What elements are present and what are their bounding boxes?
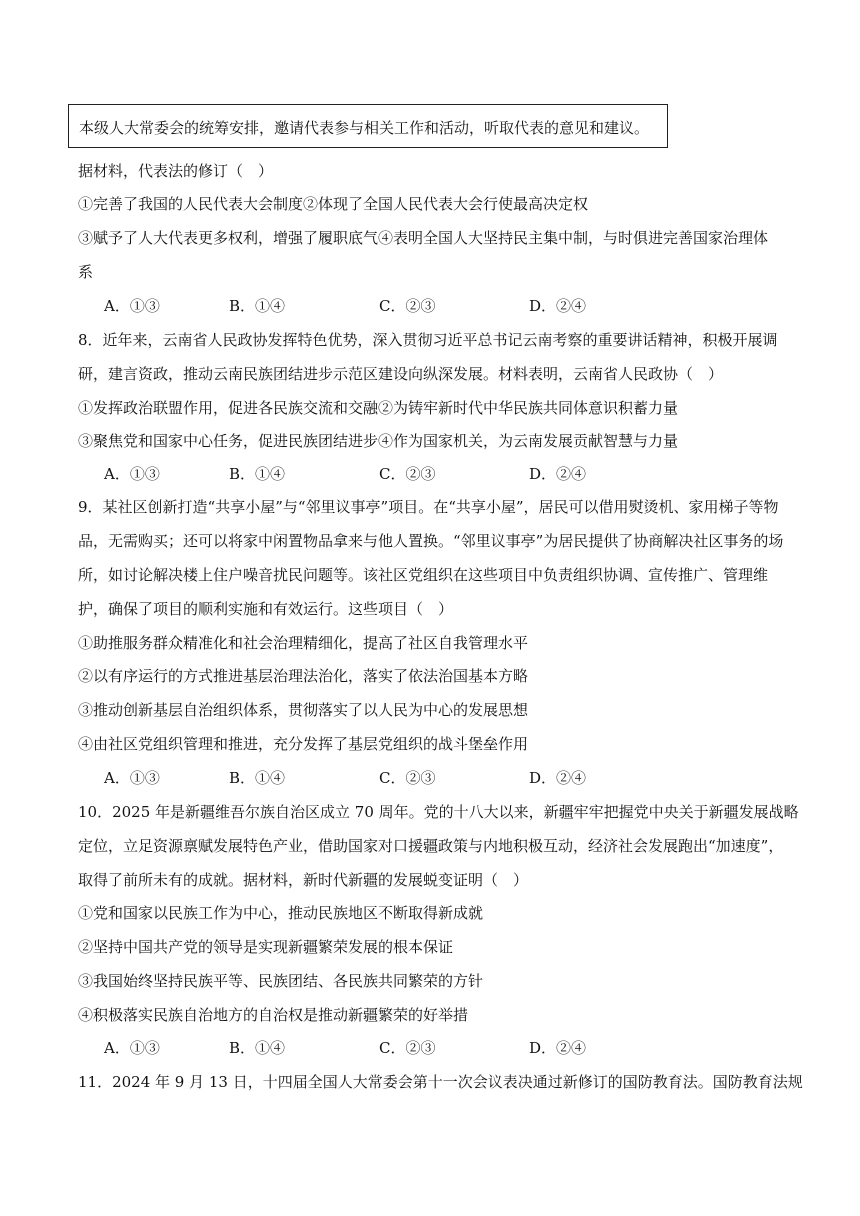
q7-stem: 据材料，代表法的修订（ ） [78, 162, 274, 180]
q9-stem: 9．某社区创新打造“共享小屋”与“邻里议事亭”项目。在“共享小屋”，居民可以借用熨烫机、家用梯子等物 [78, 498, 779, 516]
material-text: 本级人大常委会的统筹安排，邀请代表参与相关工作和活动，听取代表的意见和建议。 [79, 119, 650, 137]
q10-stem: 取得了前所未有的成就。据材料，新时代新疆的发展蜕变证明（ ） [78, 871, 529, 889]
q10-option-c[interactable]: C．②③ [379, 1039, 436, 1057]
q7-item: ③赋予了人大代表更多权利，增强了履职底气④表明全国人大坚持民主集中制，与时俱进完善国家治理体 [78, 229, 769, 247]
q7-item: 系 [78, 263, 94, 281]
q7-option-a[interactable]: A．①③ [104, 297, 160, 315]
q7-option-c[interactable]: C．②③ [379, 297, 436, 315]
q9-item: ③推动创新基层自治组织体系，贯彻落实了以人民为中心的发展思想 [78, 701, 529, 719]
q8-option-d[interactable]: D．②④ [529, 465, 587, 483]
q8-item: ③聚焦党和国家中心任务，促进民族团结进步④作为国家机关，为云南发展贡献智慧与力量 [78, 432, 679, 450]
q10-item: ④积极落实民族自治地方的自治权是推动新疆繁荣的好举措 [78, 1006, 469, 1024]
material-box [68, 104, 668, 148]
q7-option-b[interactable]: B．①④ [229, 297, 286, 315]
q8-stem: 研，建言资政，推动云南民族团结进步示范区建设向纵深发展。材料表明，云南省人民政协（ ） [78, 365, 724, 383]
q7-item: ①完善了我国的人民代表大会制度②体现了全国人民代表大会行使最高决定权 [78, 195, 589, 213]
q10-item: ②坚持中国共产党的领导是实现新疆繁荣发展的根本保证 [78, 938, 454, 956]
q9-option-a[interactable]: A．①③ [104, 769, 160, 787]
q9-option-b[interactable]: B．①④ [229, 769, 286, 787]
q9-option-d[interactable]: D．②④ [529, 769, 587, 787]
q10-stem: 10．2025 年是新疆维吾尔族自治区成立 70 周年。党的十八大以来，新疆牢牢把握党中央关于新疆发展战略 [78, 803, 799, 821]
q11-stem: 11．2024 年 9 月 13 日，十四届全国人大常委会第十一次会议表决通过新修订的国防教育法。国防教育法规 [78, 1073, 803, 1091]
q10-option-b[interactable]: B．①④ [229, 1039, 286, 1057]
q9-stem: 所，如讨论解决楼上住户噪音扰民问题等。该社区党组织在这些项目中负责组织协调、宣传推广、管理维 [78, 566, 769, 584]
q9-stem: 护，确保了项目的顺利实施和有效运行。这些项目（ ） [78, 600, 454, 618]
q9-option-c[interactable]: C．②③ [379, 769, 436, 787]
q9-item: ①助推服务群众精准化和社会治理精细化，提高了社区自我管理水平 [78, 634, 529, 652]
q10-stem: 定位，立足资源禀赋发展特色产业，借助国家对口援疆政策与内地积极互动，经济社会发展跑出“加速度”， [78, 837, 784, 855]
q7-option-d[interactable]: D．②④ [529, 297, 587, 315]
q8-option-c[interactable]: C．②③ [379, 465, 436, 483]
q9-item: ②以有序运行的方式推进基层治理法治化，落实了依法治国基本方略 [78, 667, 529, 685]
q10-option-a[interactable]: A．①③ [104, 1039, 160, 1057]
q10-item: ③我国始终坚持民族平等、民族团结、各民族共同繁荣的方针 [78, 972, 484, 990]
q10-item: ①党和国家以民族工作为中心，推动民族地区不断取得新成就 [78, 904, 484, 922]
q8-item: ①发挥政治联盟作用，促进各民族交流和交融②为铸牢新时代中华民族共同体意识积蓄力量 [78, 399, 679, 417]
q9-item: ④由社区党组织管理和推进，充分发挥了基层党组织的战斗堡垒作用 [78, 735, 529, 753]
q8-option-b[interactable]: B．①④ [229, 465, 286, 483]
q8-stem: 8．近年来，云南省人民政协发挥特色优势，深入贯彻习近平总书记云南考察的重要讲话精神，积极开展调 [78, 331, 778, 349]
q8-option-a[interactable]: A．①③ [104, 465, 160, 483]
q9-stem: 品，无需购买；还可以将家中闲置物品拿来与他人置换。“邻里议事亭”为居民提供了协商解决社区事务的场 [78, 532, 784, 550]
q10-option-d[interactable]: D．②④ [529, 1039, 587, 1057]
